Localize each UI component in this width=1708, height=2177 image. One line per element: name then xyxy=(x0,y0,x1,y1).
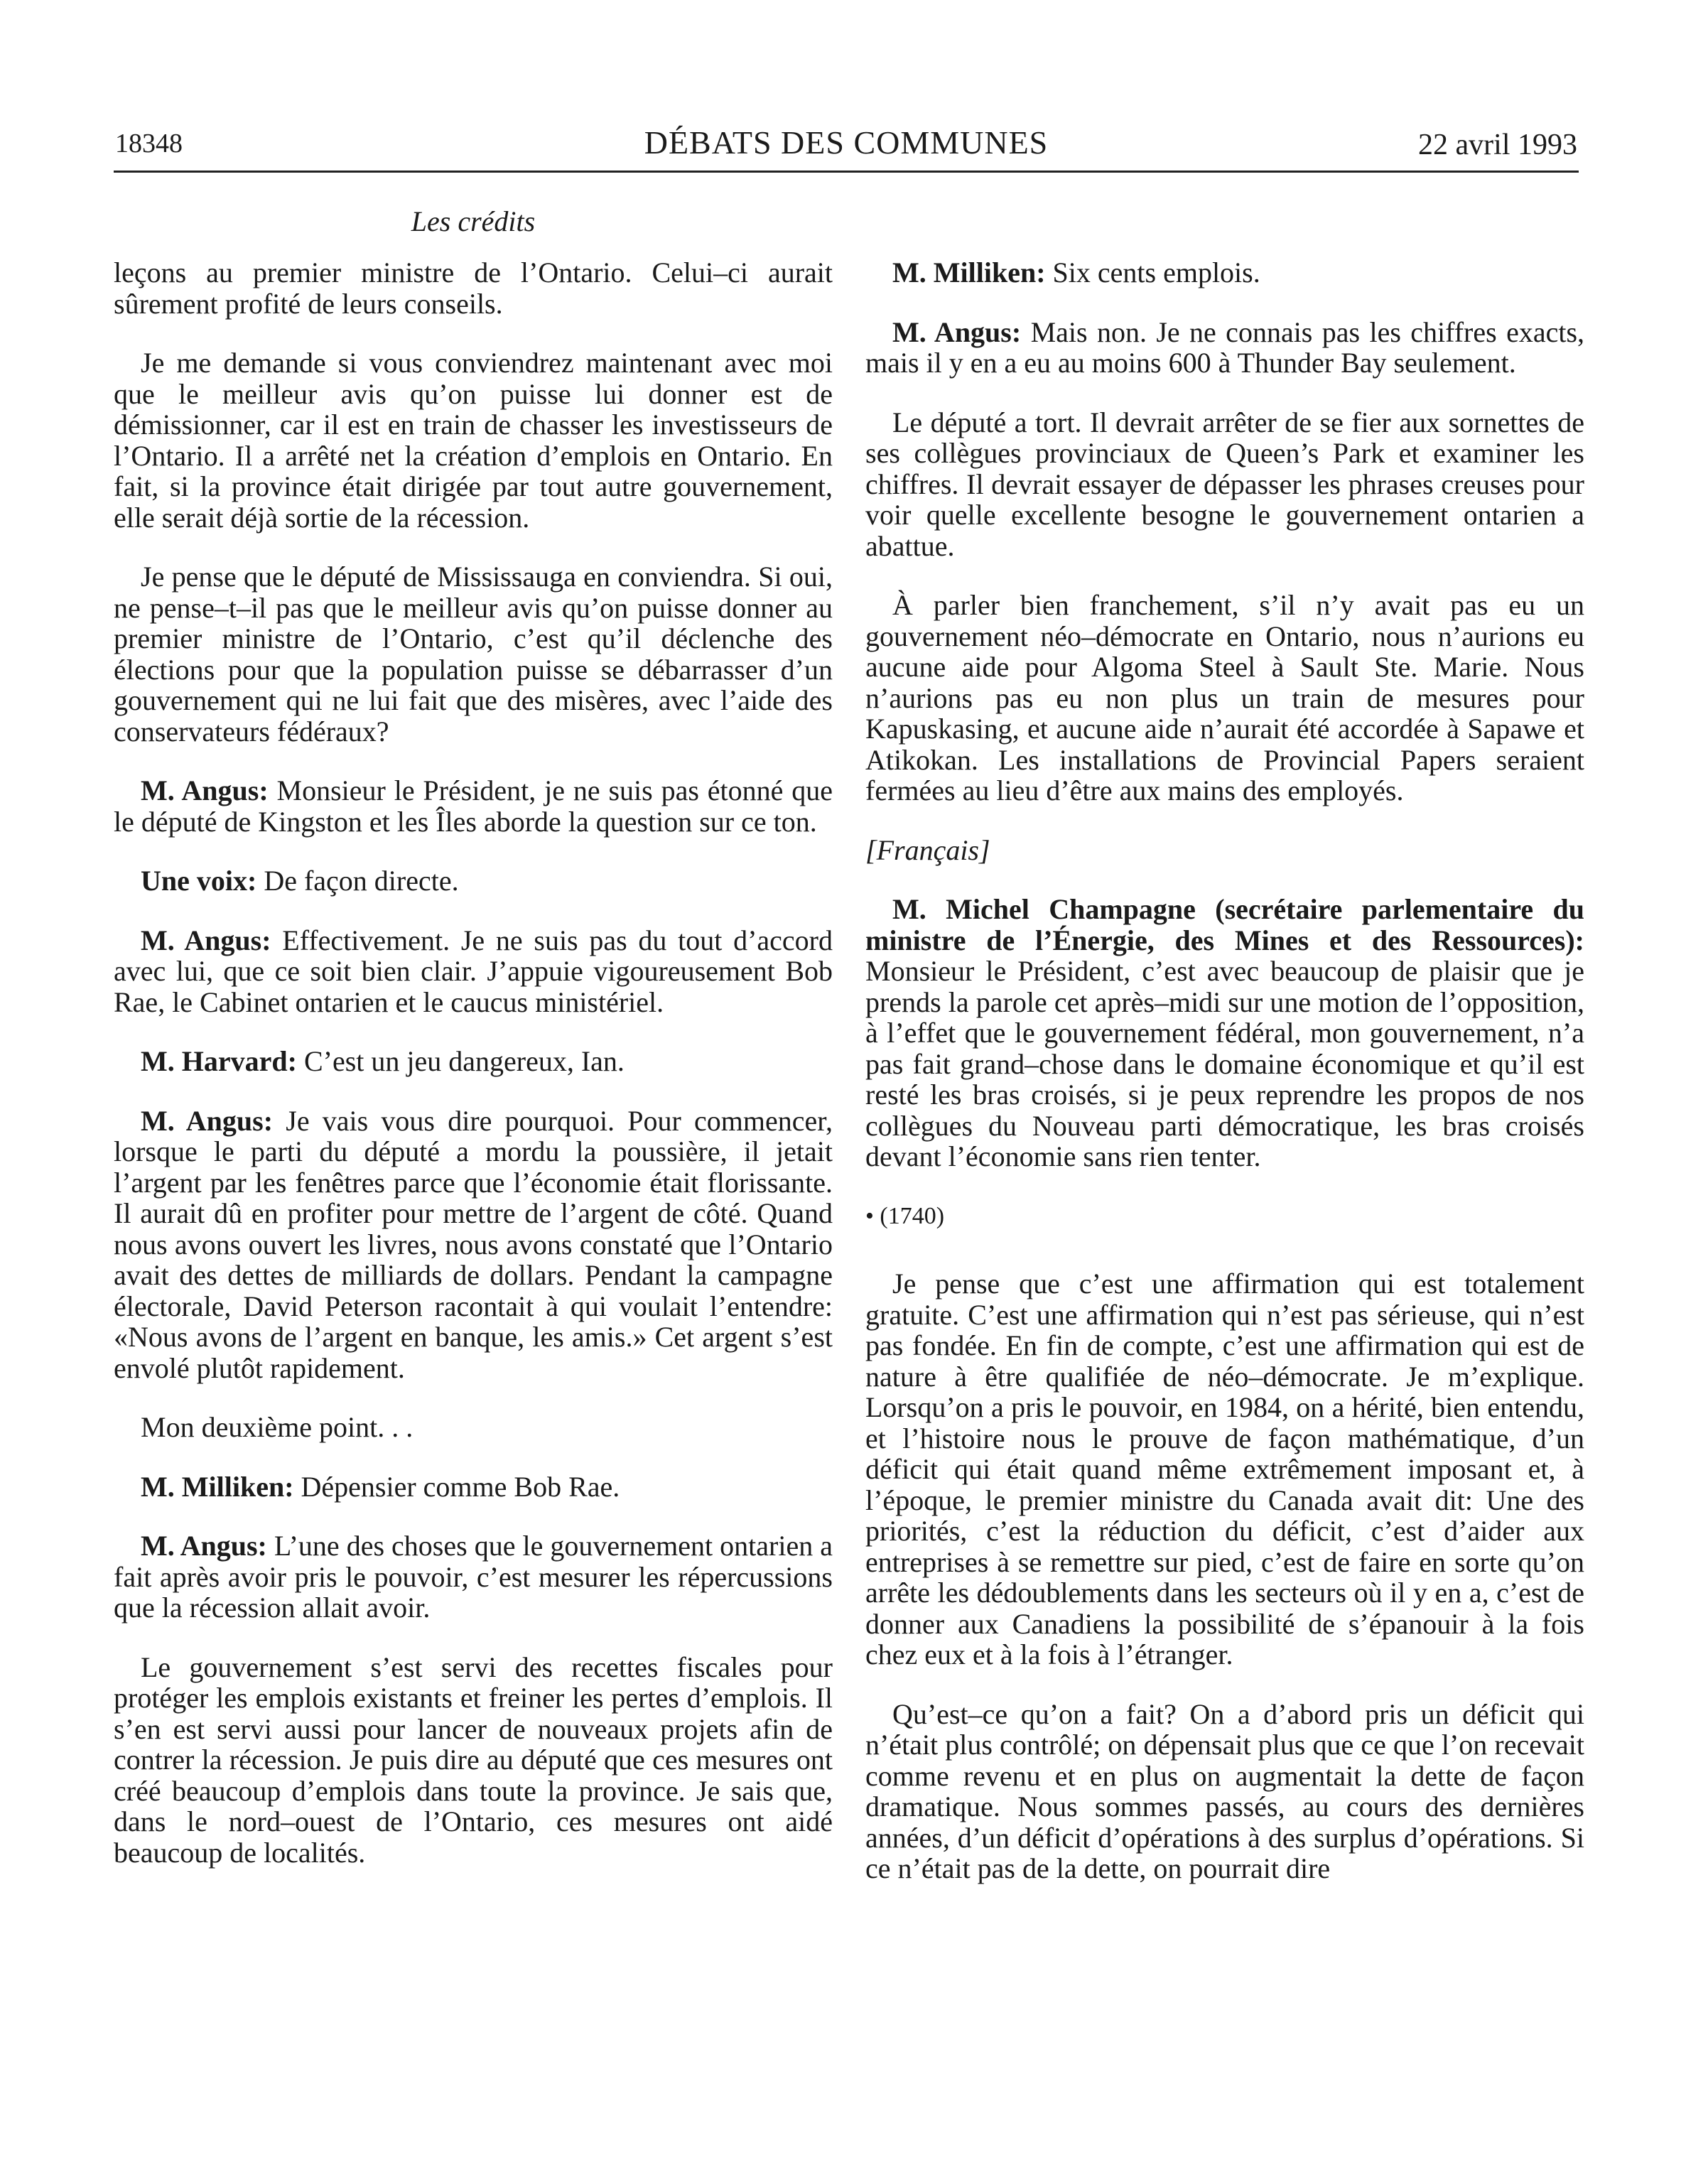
paragraph: leçons au premier ministre de l’Ontario. Celui–ci aurait sûrement profité de leurs conseils. xyxy=(114,256,833,320)
page-header xyxy=(114,124,1579,173)
time-marker: • (1740) xyxy=(865,1202,945,1229)
paragraph: Mon deuxième point. . . xyxy=(141,1411,414,1443)
right-column xyxy=(865,257,1584,1913)
speaker-name: M. Milliken: xyxy=(892,256,1046,288)
speech-paragraph: M. Angus: Je vais vous dire pourquoi. Pour commencer, lorsque le parti du député a mordu la poussière, il jetait l’argent par les fenêtres parce que l’économie était florissante. Il aurait dû en profiter pour mettre de l’argent de côté. Quand nous avons ouvert les livres, nous avons constaté que l’Ontario avait des dettes de milliards de dollars. Pendant la campagne électorale, David Peterson racontait à qui voulait l’entendre: «Nous avons de l’argent en banque, les amis.» Cet argent s’est envolé plutôt rapidement. xyxy=(114,1104,833,1384)
speech-paragraph: M. Angus: Monsieur le Président, je ne suis pas étonné que le député de Kingston et les Îles aborde la question sur ce ton. xyxy=(114,774,833,838)
speaker-name: M. Michel Champagne (secrétaire parlementaire du ministre de l’Énergie, des Mines et des Ressources): xyxy=(865,893,1584,956)
speech-paragraph: M. Angus: Mais non. Je ne connais pas les chiffres exacts, mais il y en a eu au moins 600 à Thunder Bay seulement. xyxy=(865,315,1585,379)
paragraph: Je pense que c’est une affirmation qui est totalement gratuite. C’est une affirmation qui n’est pas sérieuse, qui n’est pas fondée. En fin de compte, c’est une affirmation qui est de nature à être qualifiée de néo–démocrate. Je m’explique. Lorsqu’on a pris le pouvoir, en 1984, on a hérité, bien entendu, et l’histoire nous le prouve de façon mathématique, d’un déficit qui était quand même extrêmement imposant et, à l’époque, le premier ministre du Canada avait dit: Une des priorités, c’est la réduction du déficit, c’est d’aider aux entreprises à se remettre sur pied, c’est de faire en sorte qu’on arrête les dédoublements dans les secteurs où il y en a, c’est de donner aux Canadiens la possibilité de s’épanouir à la fois chez eux et à la fois à l’étranger. xyxy=(865,1268,1584,1670)
speech-paragraph: M. Angus: Effectivement. Je ne suis pas du tout d’accord avec lui, que ce soit bien clair. J’appuie vigoureusement Bob Rae, le Cabinet ontarien et le caucus ministériel. xyxy=(114,924,833,1018)
paragraph: Je pense que le député de Mississauga en conviendra. Si oui, ne pense–t–il pas que le meilleur avis qu’on puisse donner au premier ministre de l’Ontario, c’est qu’il déclenche des élections pour que la population puisse se débarrasser d’un gouvernement qui ne lui fait que des misères, avec l’aide des conservateurs fédéraux? xyxy=(114,561,833,747)
speaker-name: M. Harvard: xyxy=(141,1045,297,1077)
speaker-name: Une voix: xyxy=(141,865,257,897)
speaker-name: M. Angus: xyxy=(141,774,269,806)
speech-paragraph: M. Harvard: C’est un jeu dangereux, Ian. xyxy=(141,1045,625,1077)
speaker-name: M. Angus: xyxy=(141,924,271,956)
speaker-name: M. Angus: xyxy=(892,315,1022,348)
speech-paragraph: M. Angus: L’une des choses que le gouvernement ontarien a fait après avoir pris le pouvoir, c’est mesurer les répercussions que la récession allait avoir. xyxy=(114,1530,833,1624)
speech-paragraph: M. Milliken: Dépensier comme Bob Rae. xyxy=(141,1470,620,1503)
speech-paragraph: M. Milliken: Six cents emplois. xyxy=(892,256,1260,288)
left-column xyxy=(114,257,833,1896)
speech-paragraph: Une voix: De façon directe. xyxy=(141,865,459,897)
publication-title: DÉBATS DES COMMUNES xyxy=(644,124,1049,161)
paragraph: À parler bien franchement, s’il n’y avait pas eu un gouvernement néo–démocrate en Ontario, nous n’aurions eu aucune aide pour Algoma Steel à Sault Ste. Marie. Nous n’aurions pas eu non plus un train de mesures pour Kapuskasing, et aucune aide n’aurait été accordée à Sapawe et Atikokan. Les installations de Provincial Papers seraient fermées au lieu d’être aux mains des employés. xyxy=(865,589,1584,806)
speaker-name: M. Angus: xyxy=(141,1104,274,1137)
language-tag: [Français] xyxy=(865,833,990,866)
paragraph: Le gouvernement s’est servi des recettes fiscales pour protéger les emplois existants et freiner les pertes d’emplois. Il s’en est servi aussi pour lancer de nouveaux projets afin de contrer la récession. Je puis dire au député que ces mesures ont créé beaucoup d’emplois dans toute la province. Je sais que, dans le nord–ouest de l’Ontario, ces mesures ont aidé beaucoup de localités. xyxy=(114,1651,833,1869)
paragraph: Je me demande si vous conviendrez maintenant avec moi que le meilleur avis qu’on puisse lui donner est de démissionner, car il est en train de chasser les investisseurs de l’Ontario. Il a arrêté net la création d’emplois en Ontario. En fait, si la province était dirigée par tout autre gouvernement, elle serait déjà sortie de la récession. xyxy=(114,347,833,534)
speaker-name: M. Milliken: xyxy=(141,1470,294,1503)
speaker-name: M. Angus: xyxy=(141,1530,267,1562)
paragraph: Le député a tort. Il devrait arrêter de se fier aux sornettes de ses collègues provinciaux de Queen’s Park et examiner les chiffres. Il devrait essayer de dépasser les phrases creuses pour voir quelle excellente besogne le gouvernement ontarien a abattue. xyxy=(865,406,1584,562)
page-number: 18348 xyxy=(115,129,183,158)
speech-paragraph: M. Michel Champagne (secrétaire parlementaire du ministre de l’Énergie, des Mines et des Ressources): Monsieur le Président, c’est avec beaucoup de plaisir que je prends la parole cet après–midi sur une motion de l’opposition, à l’effet que le gouvernement fédéral, mon gouvernement, n’a pas fait grand–chose dans le domaine économique et qu’il est resté les bras croisés, si je peux reprendre les propos de nos collègues du Nouveau parti démocratique, les bras croisés devant l’économie sans rien tenter. xyxy=(865,893,1584,1172)
page-date: 22 avril 1993 xyxy=(1418,129,1577,161)
section-title: Les crédits xyxy=(411,205,536,237)
paragraph: Qu’est–ce qu’on a fait? On a d’abord pris un déficit qui n’était plus contrôlé; on dépensait plus que ce que l’on recevait comme revenu et en plus on augmentait la dette de façon dramatique. Nous sommes passés, au cours des dernières années, d’un déficit d’opérations à des surplus d’opérations. Si ce n’était pas de la dette, on pourrait dire xyxy=(865,1697,1584,1884)
